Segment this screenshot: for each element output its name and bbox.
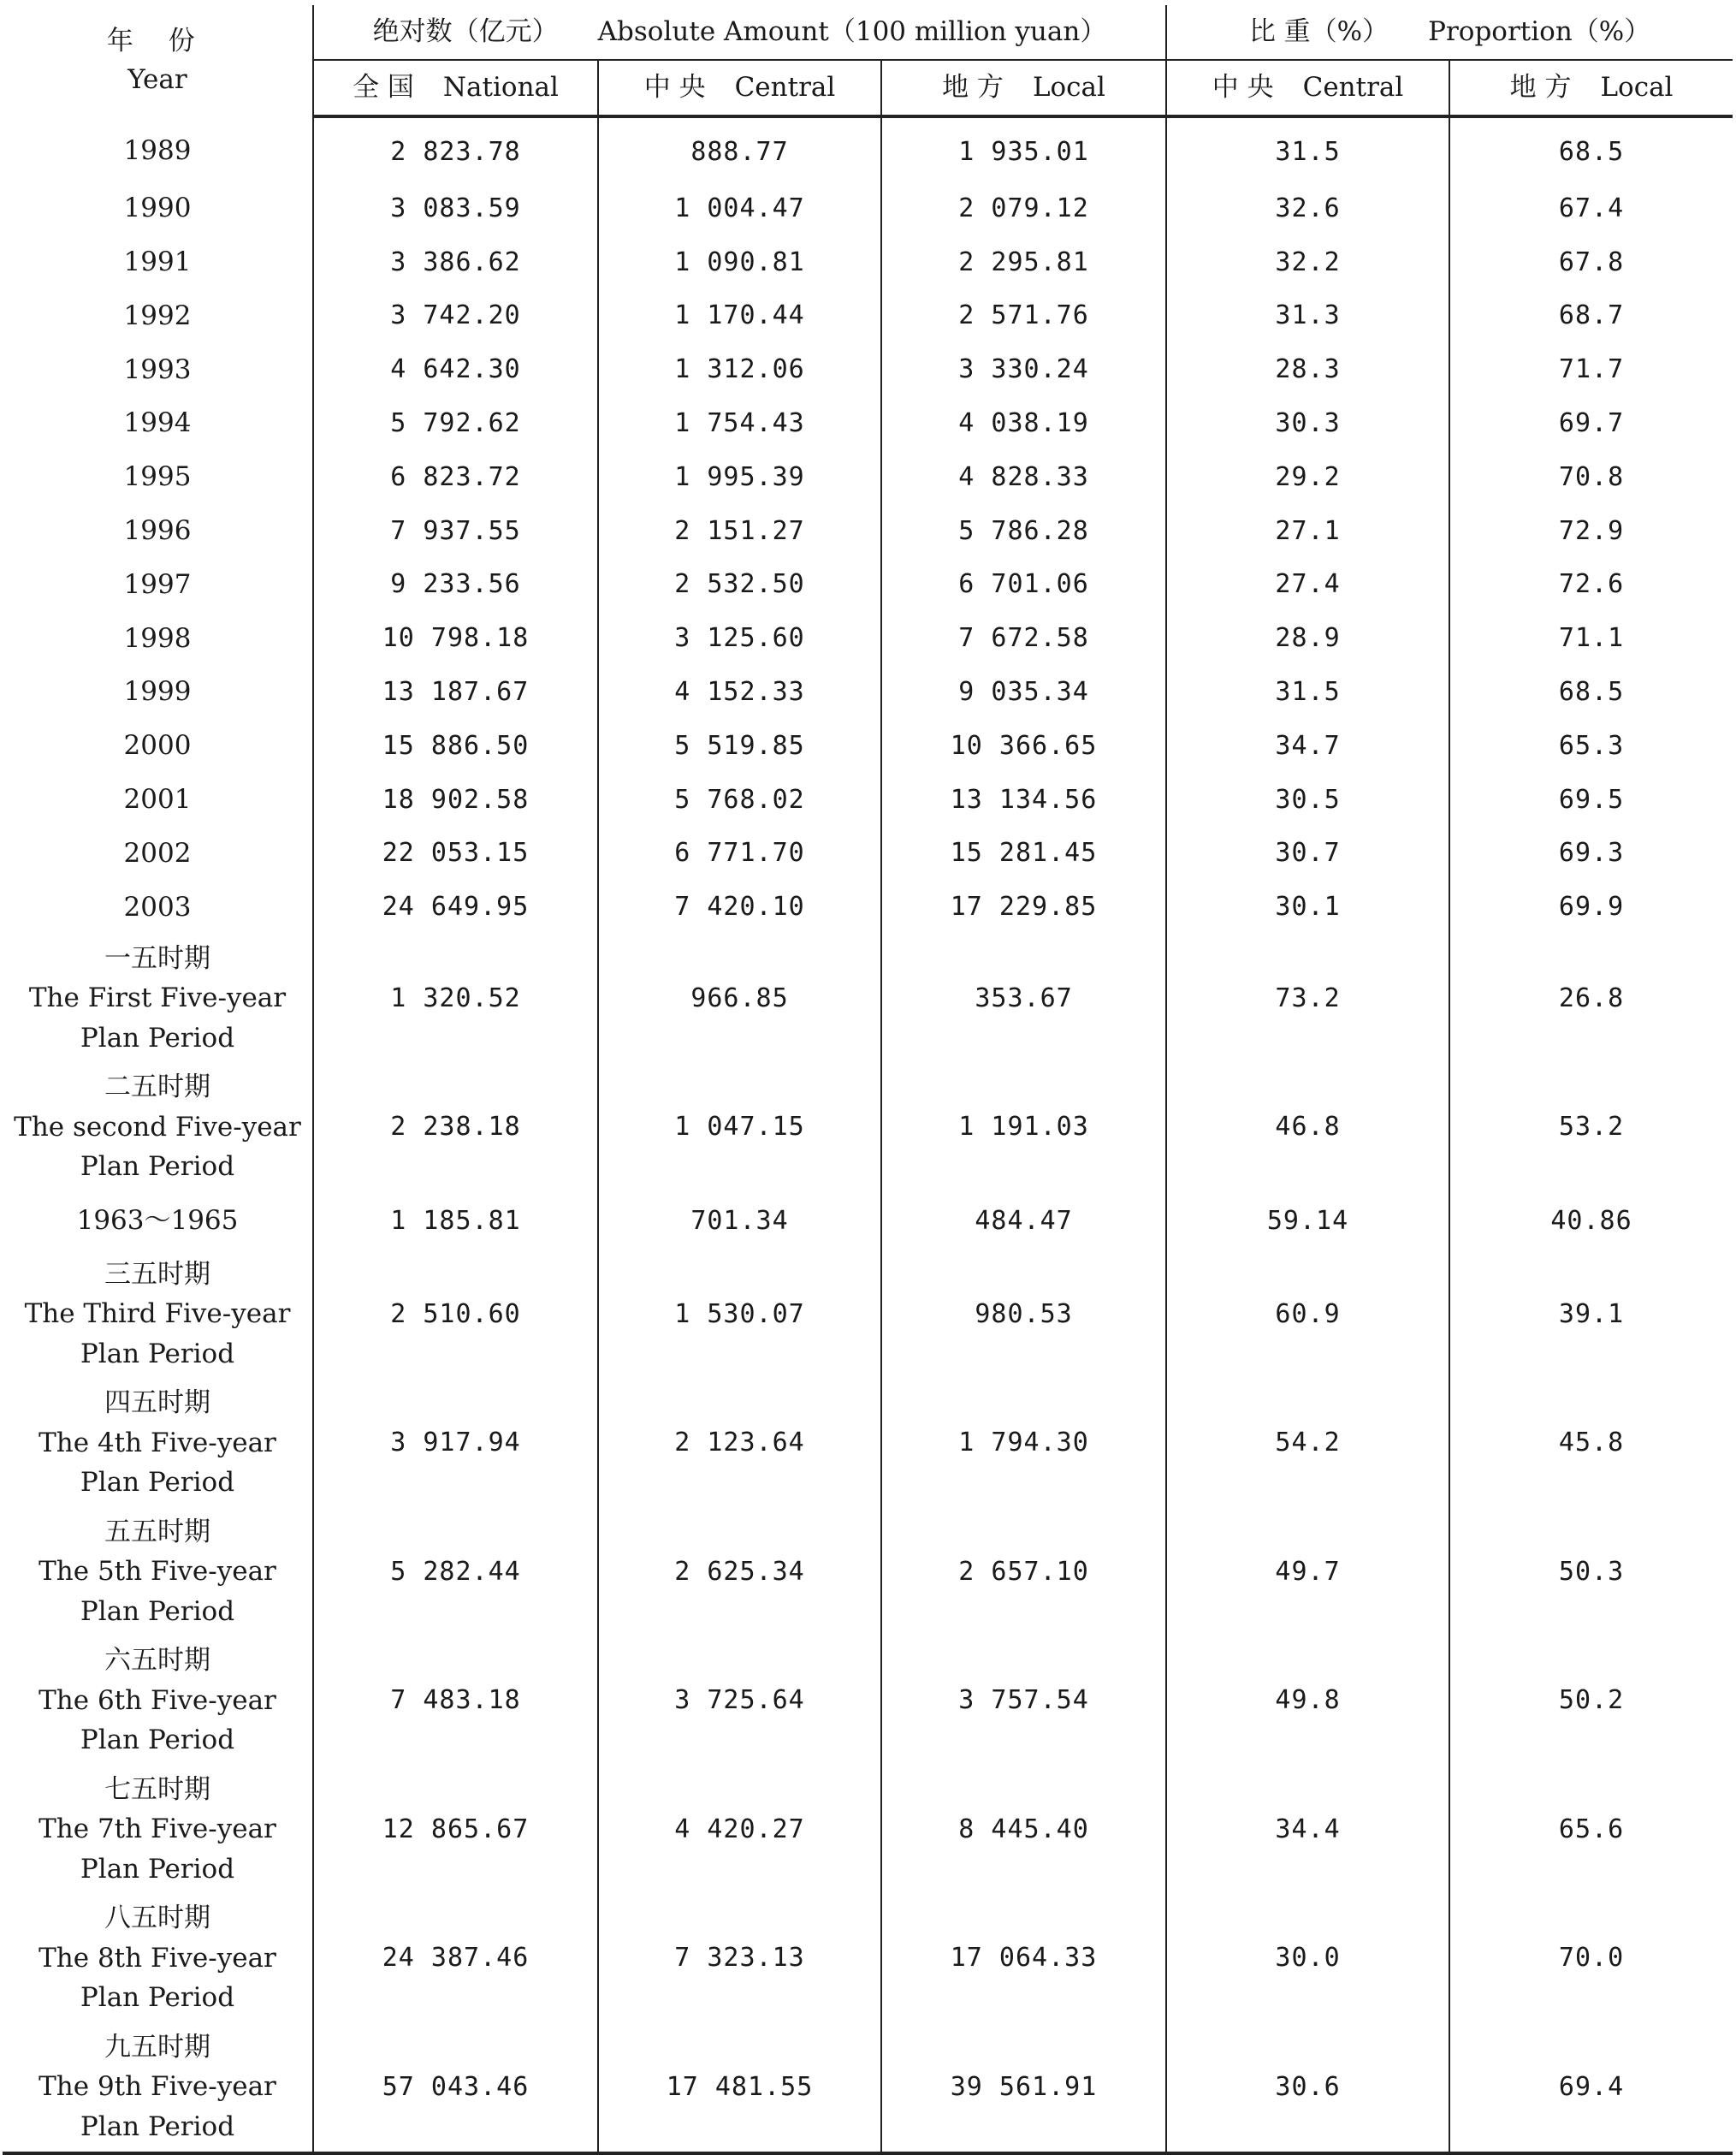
table-row-period — [3, 1379, 1733, 1508]
year-cell: 1995 — [3, 450, 313, 504]
year-cell: 2000 — [3, 719, 313, 773]
proportion-central-cell: 49.7 — [1166, 1507, 1449, 1636]
central-cell: 2 151.27 — [598, 504, 881, 558]
year-cell: 1991 — [3, 235, 313, 289]
proportion-central-cell: 46.8 — [1166, 1063, 1449, 1192]
local-cell: 39 561.91 — [881, 2022, 1166, 2153]
period-label-cell: 七五时期 The 7th Five-year Plan Period — [3, 1765, 313, 1894]
local-cell: 7 672.58 — [881, 611, 1166, 665]
proportion-local-cell: 71.7 — [1558, 354, 1625, 385]
year-cell: 1998 — [3, 611, 313, 665]
proportion-central-cell: 54.2 — [1166, 1379, 1449, 1508]
local-cell: 353.67 — [881, 934, 1166, 1063]
year-cell: 1999 — [3, 665, 313, 719]
local-cell: 5 786.28 — [881, 504, 1166, 558]
proportion-local-cell: 53.2 — [1558, 1112, 1625, 1143]
proportion-central-cell: 30.7 — [1166, 827, 1449, 881]
period-label-cell: 九五时期 The 9th Five-year Plan Period — [3, 2022, 313, 2153]
proportion-local-cell: 72.6 — [1558, 569, 1625, 600]
proportion-central-header: 中 央 Central — [1166, 60, 1449, 116]
period-label-cell: 六五时期 The 6th Five-year Plan Period — [3, 1636, 313, 1766]
national-cell: 24 649.95 — [313, 880, 598, 934]
table-row — [3, 880, 1733, 934]
national-cell: 3 083.59 — [313, 181, 598, 235]
proportion-local-cell: 67.4 — [1558, 193, 1625, 223]
absolute-amount-header: 绝对数（亿元） Absolute Amount（100 million yuan） — [313, 5, 1166, 60]
proportion-central-cell: 31.5 — [1166, 665, 1449, 719]
period-label-cell: 四五时期 The 4th Five-year Plan Period — [3, 1379, 313, 1508]
proportion-central-cell: 60.9 — [1166, 1250, 1449, 1379]
table-row-period — [3, 1765, 1733, 1894]
proportion-local-cell: 68.5 — [1558, 677, 1625, 708]
central-cell: 3 725.64 — [598, 1636, 881, 1766]
local-cell: 6 701.06 — [881, 558, 1166, 612]
national-cell: 1 185.81 — [313, 1191, 598, 1250]
table-row-period — [3, 934, 1733, 1063]
central-cell: 2 123.64 — [598, 1379, 881, 1508]
year-cell: 1989 — [3, 116, 313, 181]
national-cell: 2 238.18 — [313, 1063, 598, 1192]
central-cell: 4 420.27 — [598, 1765, 881, 1894]
proportion-central-cell: 30.6 — [1166, 2022, 1449, 2153]
proportion-central-cell: 28.9 — [1166, 611, 1449, 665]
local-cell: 8 445.40 — [881, 1765, 1166, 1894]
revenue-table — [3, 5, 1733, 2155]
table-row — [3, 289, 1733, 343]
table-row — [3, 181, 1733, 235]
proportion-local-cell: 68.5 — [1558, 136, 1625, 167]
proportion-local-cell: 69.4 — [1449, 2022, 1733, 2153]
central-cell: 1 170.44 — [598, 289, 881, 343]
proportion-local-cell: 69.9 — [1558, 892, 1625, 923]
local-cell: 484.47 — [881, 1191, 1166, 1250]
table-row — [3, 773, 1733, 827]
central-cell: 5 519.85 — [598, 719, 881, 773]
national-cell: 15 886.50 — [313, 719, 598, 773]
local-cell: 17 064.33 — [881, 1894, 1166, 2023]
proportion-central-cell: 59.14 — [1166, 1191, 1449, 1250]
national-cell: 10 798.18 — [313, 611, 598, 665]
year-cell: 1993 — [3, 342, 313, 396]
proportion-local-cell: 40.86 — [1550, 1205, 1632, 1236]
local-cell: 3 757.54 — [881, 1636, 1166, 1766]
year-cell: 1992 — [3, 289, 313, 343]
proportion-central-cell: 29.2 — [1166, 450, 1449, 504]
national-cell: 6 823.72 — [313, 450, 598, 504]
year-cell: 2003 — [3, 880, 313, 934]
table-row — [3, 611, 1733, 665]
proportion-local-cell: 70.0 — [1558, 1943, 1625, 1974]
central-cell: 701.34 — [598, 1191, 881, 1250]
year-cell: 1997 — [3, 558, 313, 612]
table-row — [3, 235, 1733, 289]
proportion-central-cell: 31.5 — [1166, 116, 1449, 181]
national-cell: 22 053.15 — [313, 827, 598, 881]
proportion-central-cell: 31.3 — [1166, 289, 1449, 343]
central-cell: 1 090.81 — [598, 235, 881, 289]
period-label-cell: 五五时期 The 5th Five-year Plan Period — [3, 1507, 313, 1636]
national-cell: 5 792.62 — [313, 396, 598, 450]
year-cell: 1990 — [3, 181, 313, 235]
local-cell: 17 229.85 — [881, 880, 1166, 934]
period-label-cell: 一五时期 The First Five-year Plan Period — [3, 934, 313, 1063]
central-cell: 5 768.02 — [598, 773, 881, 827]
national-cell: 3 386.62 — [313, 235, 598, 289]
proportion-header: 比 重（%） Proportion（%） — [1166, 5, 1733, 60]
table-row — [3, 558, 1733, 612]
national-cell: 13 187.67 — [313, 665, 598, 719]
central-header: 中 央 Central — [598, 60, 881, 116]
national-cell: 2 510.60 — [313, 1250, 598, 1379]
year-cell: 2002 — [3, 827, 313, 881]
table-row — [3, 116, 1733, 181]
year-cell: 1996 — [3, 504, 313, 558]
local-cell: 2 657.10 — [881, 1507, 1166, 1636]
proportion-central-cell: 73.2 — [1166, 934, 1449, 1063]
central-cell: 1 754.43 — [598, 396, 881, 450]
central-cell: 4 152.33 — [598, 665, 881, 719]
national-cell: 12 865.67 — [313, 1765, 598, 1894]
proportion-local-cell: 72.9 — [1558, 515, 1625, 546]
proportion-central-cell: 32.6 — [1166, 181, 1449, 235]
local-cell: 2 079.12 — [881, 181, 1166, 235]
table-row — [3, 504, 1733, 558]
proportion-local-cell: 68.7 — [1558, 300, 1625, 331]
proportion-local-cell: 50.2 — [1558, 1685, 1625, 1716]
proportion-local-cell: 45.8 — [1558, 1428, 1625, 1458]
proportion-central-cell: 30.5 — [1166, 773, 1449, 827]
local-cell: 4 038.19 — [881, 396, 1166, 450]
national-cell: 2 823.78 — [313, 116, 598, 181]
national-cell: 57 043.46 — [313, 2022, 598, 2153]
central-cell: 17 481.55 — [598, 2022, 881, 2153]
table-row-period — [3, 2022, 1733, 2153]
table-row-period — [3, 1636, 1733, 1766]
proportion-central-cell: 30.0 — [1166, 1894, 1449, 2023]
central-cell: 888.77 — [598, 116, 881, 181]
table-row — [3, 396, 1733, 450]
proportion-local-cell: 26.8 — [1558, 983, 1625, 1013]
national-cell: 5 282.44 — [313, 1507, 598, 1636]
national-cell: 3 917.94 — [313, 1379, 598, 1508]
national-cell: 1 320.52 — [313, 934, 598, 1063]
table-row-period — [3, 1063, 1733, 1192]
period-label-cell: 八五时期 The 8th Five-year Plan Period — [3, 1894, 313, 2023]
local-cell: 980.53 — [881, 1250, 1166, 1379]
national-header: 全 国 National — [313, 60, 598, 116]
local-cell: 1 794.30 — [881, 1379, 1166, 1508]
central-cell: 2 625.34 — [598, 1507, 881, 1636]
national-cell: 3 742.20 — [313, 289, 598, 343]
proportion-central-cell: 27.1 — [1166, 504, 1449, 558]
proportion-local-cell: 65.3 — [1558, 730, 1625, 761]
local-cell: 4 828.33 — [881, 450, 1166, 504]
year-cell: 2001 — [3, 773, 313, 827]
proportion-central-cell: 34.4 — [1166, 1765, 1449, 1894]
local-cell: 13 134.56 — [881, 773, 1166, 827]
period-label-cell: 二五时期 The second Five-year Plan Period — [3, 1063, 313, 1192]
proportion-central-cell: 49.8 — [1166, 1636, 1449, 1766]
central-cell: 1 004.47 — [598, 181, 881, 235]
local-cell: 1 935.01 — [881, 116, 1166, 181]
proportion-local-cell: 71.1 — [1558, 623, 1625, 654]
central-cell: 1 312.06 — [598, 342, 881, 396]
national-cell: 7 483.18 — [313, 1636, 598, 1766]
local-cell: 9 035.34 — [881, 665, 1166, 719]
central-cell: 7 323.13 — [598, 1894, 881, 2023]
proportion-local-cell: 39.1 — [1558, 1298, 1625, 1329]
proportion-central-cell: 32.2 — [1166, 235, 1449, 289]
national-cell: 18 902.58 — [313, 773, 598, 827]
local-cell: 2 571.76 — [881, 289, 1166, 343]
period-label-cell: 1963～1965 — [3, 1191, 313, 1250]
national-cell: 7 937.55 — [313, 504, 598, 558]
local-cell: 10 366.65 — [881, 719, 1166, 773]
period-label-cell: 三五时期 The Third Five-year Plan Period — [3, 1250, 313, 1379]
proportion-central-cell: 30.1 — [1166, 880, 1449, 934]
table-header — [3, 5, 1733, 116]
table-row-period — [3, 1250, 1733, 1379]
central-cell: 1 530.07 — [598, 1250, 881, 1379]
central-cell: 1 995.39 — [598, 450, 881, 504]
proportion-local-cell: 69.3 — [1558, 838, 1625, 869]
table-row — [3, 665, 1733, 719]
proportion-central-cell: 30.3 — [1166, 396, 1449, 450]
national-cell: 24 387.46 — [313, 1894, 598, 2023]
table-row — [3, 827, 1733, 881]
table-row — [3, 450, 1733, 504]
proportion-local-cell: 69.7 — [1558, 408, 1625, 439]
table-row-period — [3, 1191, 1733, 1250]
year-header: 年 份 Year — [3, 5, 313, 116]
central-cell: 7 420.10 — [598, 880, 881, 934]
central-cell: 1 047.15 — [598, 1063, 881, 1192]
proportion-local-cell: 65.6 — [1558, 1814, 1625, 1844]
central-cell: 3 125.60 — [598, 611, 881, 665]
central-cell: 6 771.70 — [598, 827, 881, 881]
proportion-local-cell: 69.5 — [1558, 784, 1625, 815]
national-cell: 9 233.56 — [313, 558, 598, 612]
table-body — [3, 116, 1733, 2153]
table-row-period — [3, 1894, 1733, 2023]
proportion-local-cell: 50.3 — [1558, 1556, 1625, 1587]
central-cell: 966.85 — [598, 934, 881, 1063]
year-cell: 1994 — [3, 396, 313, 450]
table-row — [3, 342, 1733, 396]
local-cell: 3 330.24 — [881, 342, 1166, 396]
central-cell: 2 532.50 — [598, 558, 881, 612]
proportion-central-cell: 34.7 — [1166, 719, 1449, 773]
local-cell: 2 295.81 — [881, 235, 1166, 289]
local-cell: 1 191.03 — [881, 1063, 1166, 1192]
proportion-central-cell: 27.4 — [1166, 558, 1449, 612]
proportion-central-cell: 28.3 — [1166, 342, 1449, 396]
local-header: 地 方 Local — [881, 60, 1166, 116]
table-row — [3, 719, 1733, 773]
proportion-local-header: 地 方 Local — [1449, 60, 1733, 116]
national-cell: 4 642.30 — [313, 342, 598, 396]
table-row-period — [3, 1507, 1733, 1636]
local-cell: 15 281.45 — [881, 827, 1166, 881]
proportion-local-cell: 67.8 — [1558, 246, 1625, 277]
proportion-local-cell: 70.8 — [1558, 461, 1625, 492]
